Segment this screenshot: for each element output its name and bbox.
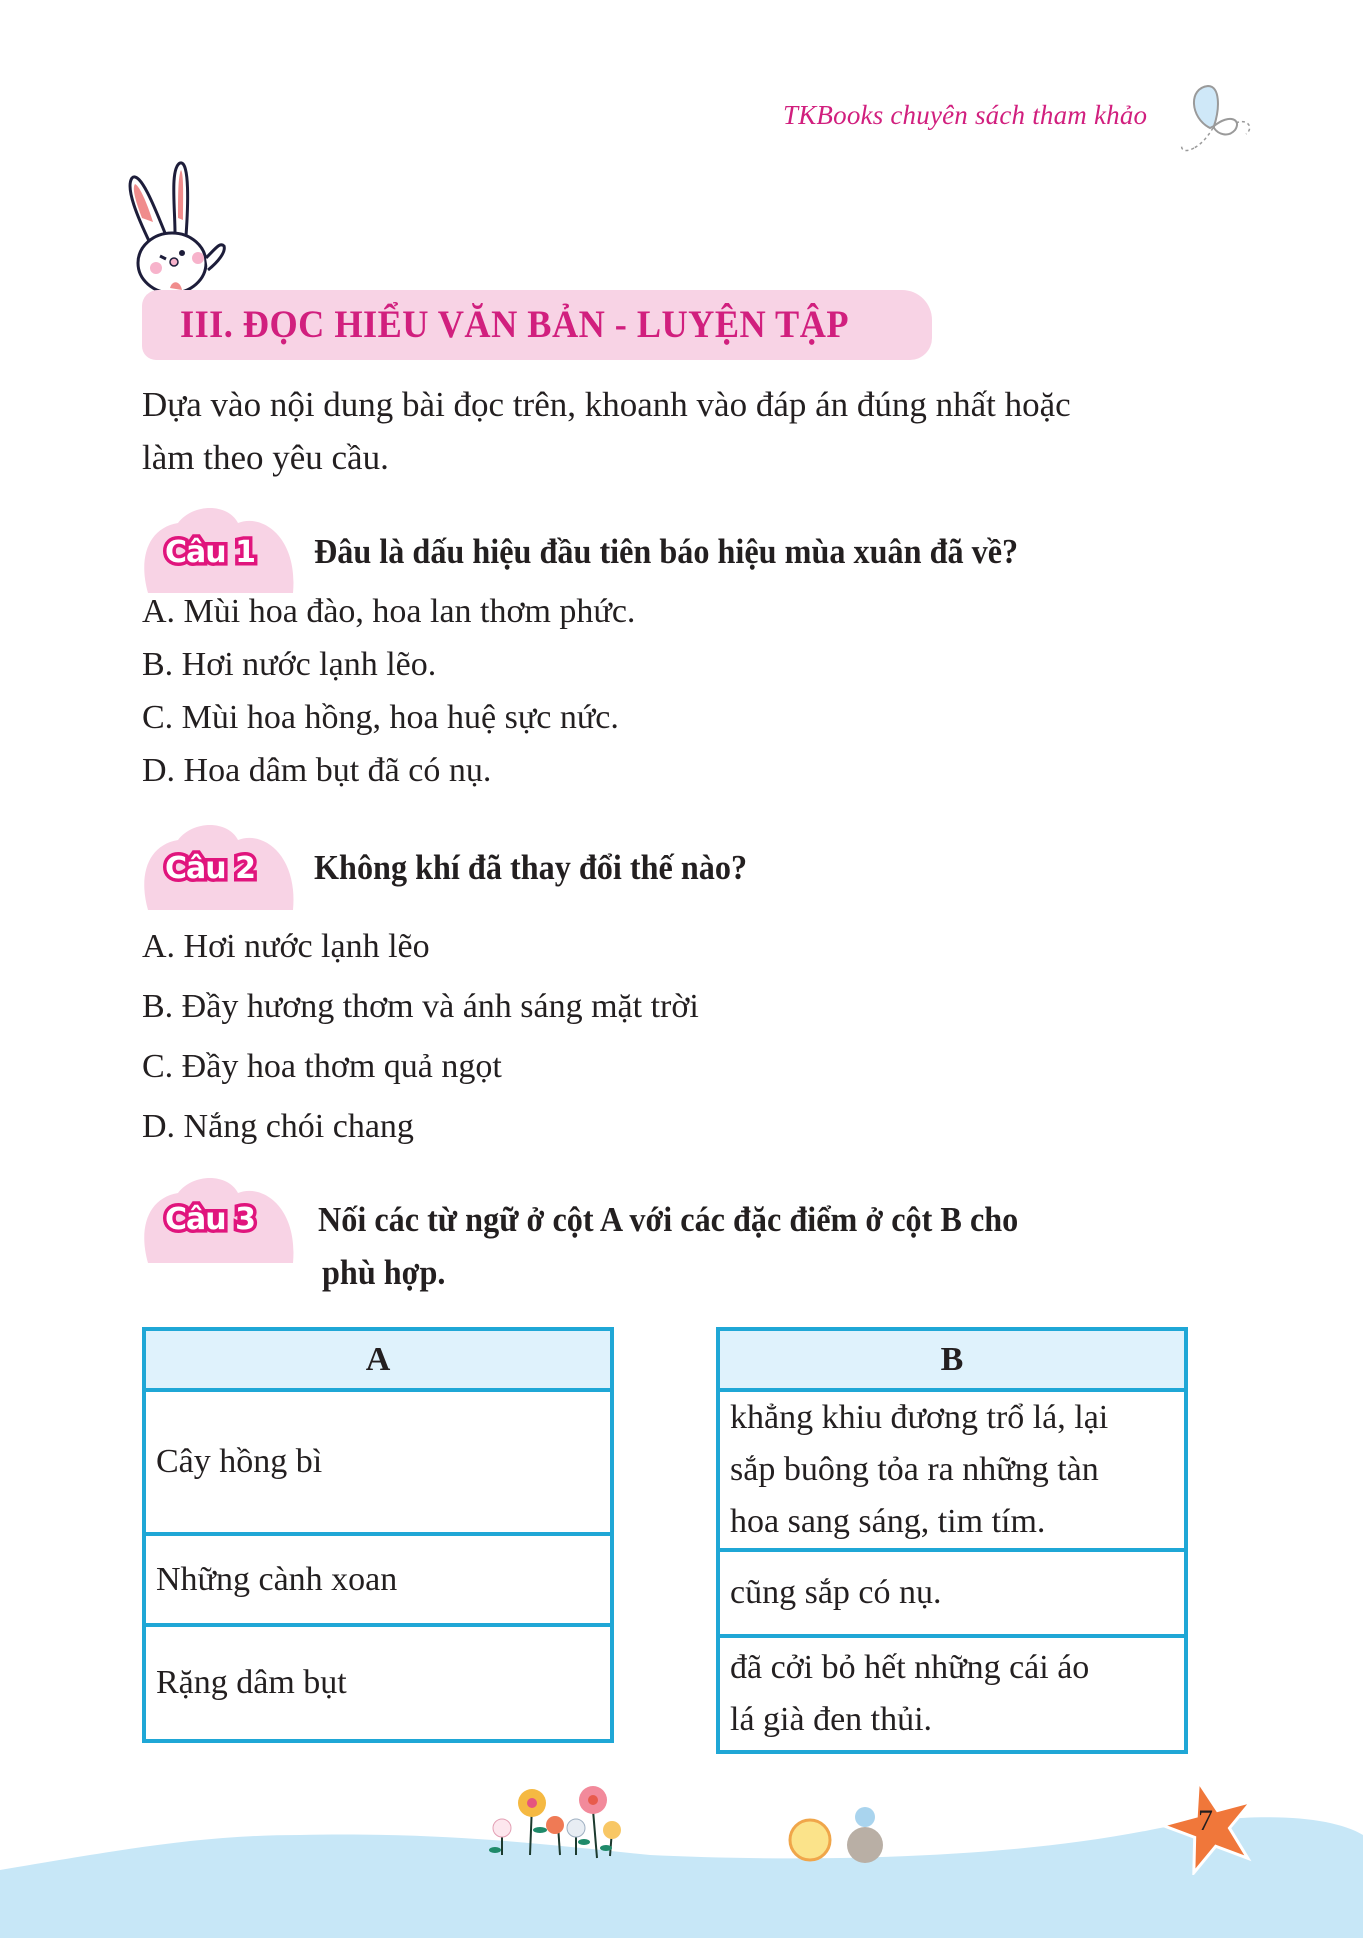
question-3-text-line-1: Nối các từ ngữ ở cột A với các đặc điểm ở cột B cho [318,1200,1019,1239]
question-2-option-a[interactable]: A. Hơi nước lạnh lẽo [142,928,430,965]
instructions-line-2: làm theo yêu cầu. [142,438,389,477]
column-b-item-line: khẳng khiu đương trổ lá, lại [730,1399,1109,1436]
brand-tagline: TKBooks chuyên sách tham khảo [783,100,1148,130]
question-2-text: Không khí đã thay đổi thế nào? [314,848,748,887]
column-a-item[interactable]: Cây hồng bì [144,1390,612,1534]
question-1-option-b[interactable]: B. Hơi nước lạnh lẽo. [142,646,437,683]
match-table-column-a [142,1327,614,1743]
column-b-item-line: sắp buông tỏa ra những tàn [730,1451,1099,1488]
instructions [142,378,1222,484]
column-b-item[interactable] [718,1550,1186,1636]
column-b-header: B [718,1329,1186,1390]
column-b-item-line: hoa sang sáng, tim tím. [730,1503,1046,1540]
animals-icon [785,1795,895,1865]
column-a-header: A [144,1329,612,1390]
flowers-icon [480,1770,690,1860]
column-b-item-line: lá già đen thủi. [730,1701,933,1738]
question-1-label: Câu 1 [165,535,255,570]
column-b-item-line: cũng sắp có nụ. [730,1574,942,1611]
question-2-option-c[interactable]: C. Đầy hoa thơm quả ngọt [142,1048,502,1085]
column-a-item[interactable]: Rặng dâm bụt [144,1625,612,1741]
column-b-item[interactable] [718,1390,1186,1550]
question-1-option-a[interactable]: A. Mùi hoa đào, hoa lan thơm phức. [142,593,636,630]
column-a-item[interactable]: Những cành xoan [144,1534,612,1625]
question-2-label: Câu 2 [165,851,255,886]
bunny-icon [120,158,240,298]
question-2-option-b[interactable]: B. Đầy hương thơm và ánh sáng mặt trời [142,988,699,1025]
question-3-text-line-2: phù hợp. [322,1253,446,1292]
butterfly-icon [1180,78,1260,168]
question-3-label: Câu 3 [165,1202,255,1237]
section-title: III. ĐỌC HIỂU VĂN BẢN - LUYỆN TẬP [180,303,849,346]
lion-icon [790,1820,830,1860]
instructions-line-1: Dựa vào nội dung bài đọc trên, khoanh vào đáp án đúng nhất hoặc [142,385,1071,424]
question-2-option-d[interactable]: D. Nắng chói chang [142,1108,414,1145]
match-table-column-b [716,1327,1188,1754]
question-1-option-d[interactable]: D. Hoa dâm bụt đã có nụ. [142,752,492,789]
question-1-option-c[interactable]: C. Mùi hoa hồng, hoa huệ sực nức. [142,699,619,736]
column-b-item-line: đã cởi bỏ hết những cái áo [730,1649,1090,1686]
page-number: 7 [1198,1804,1213,1837]
mouse-icon [855,1807,875,1827]
column-b-item[interactable] [718,1636,1186,1752]
question-1-text: Đâu là dấu hiệu đầu tiên báo hiệu mùa xuân đã về? [314,532,1019,571]
